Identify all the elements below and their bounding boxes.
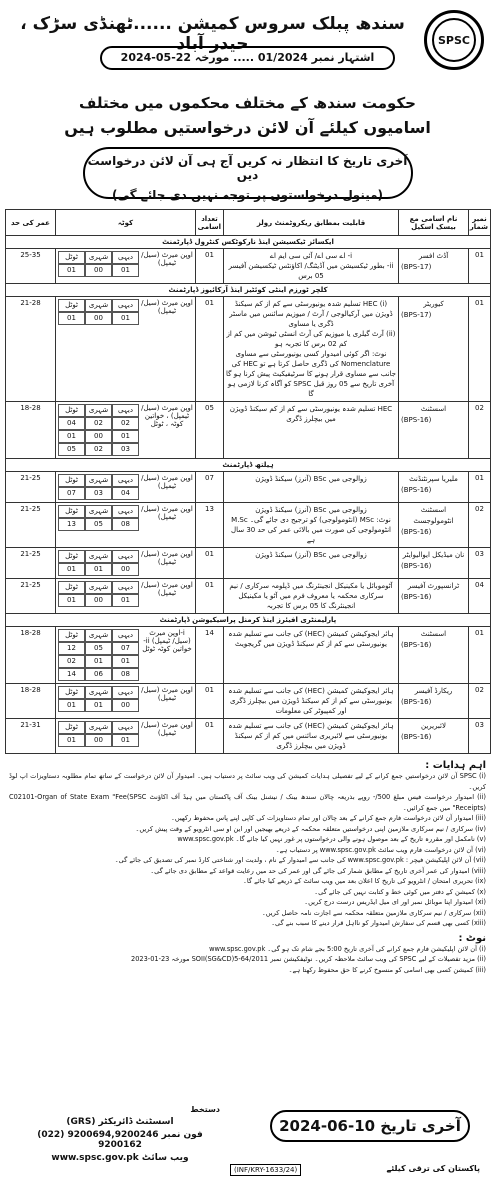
quota-value: 02 (85, 443, 112, 456)
sr-cell: 02 (469, 503, 491, 548)
quota-label: اوپن میرٹ (سیل/ ٹیمپل) (141, 686, 193, 702)
department-row (6, 459, 491, 472)
quota-header: ٹوٹل (58, 474, 85, 487)
instructions-section (5, 760, 490, 975)
table-row (6, 503, 491, 548)
deadline-banner (83, 147, 413, 202)
quota-header: شہری (85, 629, 112, 642)
quota-value: 13 (58, 518, 85, 531)
quota-header: شہری (85, 581, 112, 594)
instruction-item: (ii) امیدوار درخواست فیس مبلغ 500/- روپے بذریعہ چالان سندھ بینک / نیشنل بینک آف پاکستان میں ہیڈ آف اکاؤنٹ C02101-Organ of State Exam "Fee(SPSC Receipts)" میں جمع کرائیں۔ (9, 793, 486, 812)
post-name: نان میڈیکل ایوالیوایٹر (402, 551, 465, 559)
post-name: لائبریرین (420, 722, 446, 730)
instruction-item: (iii) امیدوار آن لائن درخواست فارم جمع کرانے کے بعد چالان اور تمام دستاویزات کی کاپی اپنے پاس محفوظ رکھیں۔ (171, 814, 486, 822)
qualification-cell: (i) HEC تسلیم شدہ یونیورسٹی سے کم از کم سیکنڈ ڈویژن میں آرکیالوجی / آرٹ / میوزیم سائنس میں ماسٹر ڈگری یا مساوی (ii) آرٹ گیلری یا میوزیم کی آرٹ انسٹی ٹیوشن میں کم از کم 02 برس کا تجربہ ہو نوٹ: اگر کوئی امیدوار کسی یونیورسٹی سے مساوی Nomenclature کی ڈگری حاصل کرتا ہے تو HEC کی جانب سے مساوی قرار ہونے کا سرٹیفیکیٹ پیش کرنا ہو گا آخری تاریخ سے 05 روز قبل SPSC کو آگاہ کرنا لازمی ہو گا (224, 297, 399, 402)
quota-cell (56, 472, 196, 503)
quota-label: اوپن میرٹ (سیل/ ٹیمپل) (141, 550, 193, 566)
quota-header: دیہی (112, 505, 139, 518)
quota-cell (56, 503, 196, 548)
quota-cell (56, 249, 196, 284)
post-bps: (BPS-16) (401, 641, 432, 649)
quota-header: دیہی (112, 721, 139, 734)
ad-header (5, 4, 490, 90)
post-bps: (BPS-16) (401, 733, 432, 741)
table-row (6, 684, 491, 719)
post-bps: (BPS-17) (401, 263, 432, 271)
qualification-cell: آٹوموبائل یا مکینیکل انجینئرنگ میں ڈپلومہ سرکاری / نیم سرکاری محکمہ یا معروف فرم میں آٹو یا مکینیکل انجینئرنگ کا 05 برس کا تجربہ (224, 579, 399, 614)
quota-header: شہری (85, 686, 112, 699)
quota-value: 01 (85, 655, 112, 668)
qualification-cell: زوالوجی میں BSc (آنرز) سیکنڈ ڈویژن (224, 548, 399, 579)
qualification-cell: ہائر ایجوکیشن کمیشن (HEC) کی جانب سے تسلیم شدہ یونیورسٹی سے کم از کم سیکنڈ ڈویژن میں گریجویٹ (224, 627, 399, 684)
post-bps: (BPS-16) (401, 486, 432, 494)
quota-header: شہری (85, 474, 112, 487)
quota-header: شہری (85, 505, 112, 518)
quota-value: 01 (58, 264, 85, 277)
signatory: اسسٹنٹ ڈائریکٹر (GRS) (66, 1117, 174, 1127)
quota-header: شہری (85, 721, 112, 734)
quota-value: 01 (58, 563, 85, 576)
quota-value: 01 (112, 734, 139, 747)
table-row (6, 548, 491, 579)
department-row (6, 284, 491, 297)
quota-value: 02 (58, 655, 85, 668)
post-name: اسسٹنٹ (420, 405, 447, 413)
quota-value: 00 (85, 594, 112, 607)
table-row (6, 579, 491, 614)
quota-grid (58, 251, 139, 277)
department-row (6, 614, 491, 627)
signature-label: دستخط (190, 1105, 220, 1114)
quota-value: 01 (112, 264, 139, 277)
quota-grid (58, 721, 139, 747)
post-cell (399, 684, 469, 719)
quota-value: 00 (112, 563, 139, 576)
quota-value: 01 (85, 563, 112, 576)
quota-value: 08 (112, 518, 139, 531)
quota-header: ٹوٹل (58, 251, 85, 264)
post-name: آڈٹ افسر (418, 252, 449, 260)
quota-value: 02 (112, 417, 139, 430)
quota-value: 01 (58, 699, 85, 712)
quota-value: 01 (85, 699, 112, 712)
quota-value: 00 (85, 430, 112, 443)
quota-grid (58, 550, 139, 576)
quota-label: اوپن میرٹ (سیل/ ٹیمپل) (141, 474, 193, 490)
quota-value: 00 (85, 264, 112, 277)
instruction-item: (ix) تحریری امتحان / انٹرویو کی تاریخ کا اعلان بعد میں ویب سائٹ کے ذریعے کیا جائے گا۔ (242, 877, 486, 885)
count-cell: 07 (196, 472, 224, 503)
age-cell: 21-25 (6, 503, 56, 548)
deadline-line-1: آخری تاریخ کا انتظار نہ کریں آج ہی آن لائن درخواست دیں (87, 154, 408, 182)
quota-header: دیہی (112, 629, 139, 642)
quota-value: 07 (112, 642, 139, 655)
age-cell: 25-35 (6, 249, 56, 284)
count-cell: 01 (196, 579, 224, 614)
org-title: سندھ پبلک سروس کمیشن ......ٹھنڈی سڑک ، حیدر آباد (20, 14, 405, 54)
quota-value: 01 (112, 655, 139, 668)
table-row (6, 249, 491, 284)
quota-header: شہری (85, 251, 112, 264)
post-name: ٹرانسپورٹ آفیسر (407, 582, 460, 590)
post-cell (399, 249, 469, 284)
instructions-title: اہم ہدایات : (425, 760, 486, 771)
inf-code: (INF/KRY-1633/24) (230, 1164, 301, 1176)
post-cell (399, 548, 469, 579)
age-cell: 21-25 (6, 579, 56, 614)
quota-header: دیہی (112, 474, 139, 487)
age-cell: 18-28 (6, 684, 56, 719)
phone-number: فون نمبر 9200694,9200246 (022) 9200162 (37, 1130, 203, 1150)
department-name: ایکسائز ٹیکسیشن اینڈ نارکوٹکس کنٹرول ڈپارٹمنٹ (6, 236, 491, 249)
quota-label: اوپن میرٹ (سیل/ ٹیمپل) ، خواتین کوٹہ ، ٹوٹل (141, 404, 193, 428)
age-cell: 21-28 (6, 297, 56, 402)
post-cell (399, 472, 469, 503)
sr-cell: 02 (469, 402, 491, 459)
table-row (6, 297, 491, 402)
qualification-cell: ہائر ایجوکیشن کمیشن (HEC) کی جانب سے تسلیم شدہ یونیورسٹی سے کم از کم سیکنڈ ڈویژن میں بیچلرز ڈگری اور کمپیوٹر کی معلومات (224, 684, 399, 719)
quota-value: 05 (85, 642, 112, 655)
quota-header: ٹوٹل (58, 505, 85, 518)
quota-value: 00 (112, 699, 139, 712)
quota-value: 07 (58, 487, 85, 500)
quota-header: شہری (85, 404, 112, 417)
sr-cell: 01 (469, 249, 491, 284)
quota-header: ٹوٹل (58, 550, 85, 563)
post-name: ملیریا سپرنٹنڈنٹ (409, 475, 458, 483)
spsc-logo (424, 10, 484, 70)
quota-value: 06 (85, 668, 112, 681)
note-item: (i) آن لائن اپلیکیشن فارم جمع کرانے کی آخری تاریخ 5:00 بجے شام تک ہو گی۔ www.spsc.gov.pk (209, 944, 486, 953)
quota-header: دیہی (112, 299, 139, 312)
quota-grid (58, 581, 139, 607)
quota-value: 01 (58, 430, 85, 443)
table-row (6, 472, 491, 503)
quota-header: دیہی (112, 581, 139, 594)
col-sr: نمبر شمار (469, 210, 491, 236)
quota-header: شہری (85, 550, 112, 563)
department-name: ہیلتھ ڈپارٹمنٹ (6, 459, 491, 472)
col-age: عمر کی حد (6, 210, 56, 236)
post-name: کیوریٹر (423, 300, 444, 308)
headline-2: اسامیوں کیلئے آن لائن درخواستیں مطلوب ہیں (64, 118, 431, 137)
sr-cell: 01 (469, 472, 491, 503)
quota-header: ٹوٹل (58, 581, 85, 594)
quota-value: 00 (85, 734, 112, 747)
notes-title: نوٹ : (458, 932, 486, 944)
quota-header: شہری (85, 299, 112, 312)
quota-cell (56, 402, 196, 459)
table-header-row (6, 210, 491, 236)
quota-label: اوپن میرٹ (سیل/ ٹیمپل) (141, 251, 193, 267)
ad-reference: اشتہار نمبر 01/2024 ..... مورخہ 22-05-2024 (100, 46, 395, 70)
count-cell: 01 (196, 249, 224, 284)
post-cell (399, 579, 469, 614)
quota-header: دیہی (112, 251, 139, 264)
quota-cell (56, 684, 196, 719)
quota-value: 01 (112, 312, 139, 325)
age-cell: 21-25 (6, 472, 56, 503)
age-cell: 21-31 (6, 719, 56, 754)
logo-text: SPSC (432, 18, 476, 62)
post-cell (399, 402, 469, 459)
note-item: (iii) کمیشن کسی بھی اسامی کو منسوخ کرنے کا حق محفوظ رکھتا ہے۔ (288, 965, 486, 974)
quota-header: ٹوٹل (58, 721, 85, 734)
count-cell: 14 (196, 627, 224, 684)
signature-block (20, 1102, 220, 1163)
quota-value: 12 (58, 642, 85, 655)
count-cell: 13 (196, 503, 224, 548)
quota-label: اوپن میرٹ (سیل/ ٹیمپل) (141, 299, 193, 315)
instruction-item: (vii) آن لائن اپلیکیشن فیچر : www.spsc.gov.pk کی جانب سے امیدوار کے نام ، ولدیت اور شناختی کارڈ نمبر کی تصدیق کی جائے گی۔ (114, 856, 486, 864)
helper-text: پاکستان کی ترقی کیلئے (386, 1164, 480, 1173)
quota-value: 01 (112, 430, 139, 443)
post-bps: (BPS-16) (401, 528, 432, 536)
notes-list (9, 944, 486, 976)
quota-cell (56, 627, 196, 684)
count-cell: 05 (196, 402, 224, 459)
quota-grid (58, 686, 139, 712)
age-cell: 18-28 (6, 627, 56, 684)
quota-value: 08 (112, 668, 139, 681)
quota-value: 05 (85, 518, 112, 531)
sr-cell: 04 (469, 579, 491, 614)
age-cell: 21-25 (6, 548, 56, 579)
sr-cell: 02 (469, 684, 491, 719)
post-name: اسسٹنٹ (420, 630, 447, 638)
post-bps: (BPS-16) (401, 593, 432, 601)
department-row (6, 236, 491, 249)
count-cell: 01 (196, 548, 224, 579)
quota-header: دیہی (112, 404, 139, 417)
jobs-table (5, 209, 491, 754)
col-count: تعداد اسامی (196, 210, 224, 236)
quota-label: اوپن میرٹ (سیل/ ٹیمپل) (141, 505, 193, 521)
count-cell: 01 (196, 684, 224, 719)
post-bps: (BPS-17) (401, 311, 432, 319)
post-name: اسسٹنٹ انٹومولوجسٹ (413, 506, 454, 525)
quota-value: 04 (58, 417, 85, 430)
quota-value: 01 (58, 312, 85, 325)
table-row (6, 719, 491, 754)
instruction-item: (v) نامکمل اور مقررہ تاریخ کے بعد موصول ہونے والی درخواستوں پر غور نہیں کیا جائے گا۔ www.spsc.gov.pk (177, 835, 486, 843)
quota-grid (58, 299, 139, 325)
notes-section (9, 933, 486, 976)
quota-value: 04 (112, 487, 139, 500)
col-post: نام اسامی مع بیسک اسکیل (399, 210, 469, 236)
quota-label: اوپن میرٹ (سیل/ ٹیمپل) (141, 581, 193, 597)
quota-cell (56, 579, 196, 614)
table-row (6, 402, 491, 459)
deadline-line-2: (مینول درخواستوں پر توجہ نہیں دی جائے گی) (111, 188, 384, 202)
website: ویب سائٹ www.spsc.gov.pk (51, 1153, 189, 1163)
quota-header: دیہی (112, 550, 139, 563)
quota-value: 01 (112, 594, 139, 607)
sr-cell: 03 (469, 719, 491, 754)
note-item: (ii) مزید تفصیلات کے لیے SPSC کی ویب سائٹ ملاحظہ کریں۔ نوٹیفکیشن نمبر SOII(SG&CD)5-64/2011 مورخہ 23-01-2023 (131, 955, 486, 963)
post-cell (399, 719, 469, 754)
department-name: کلچر ٹورزم اینٹی کوئٹیز اینڈ آرکائیوز ڈپارٹمنٹ (6, 284, 491, 297)
quota-cell (56, 297, 196, 402)
quota-value: 14 (58, 668, 85, 681)
instructions-list (9, 771, 486, 929)
quota-label: اوپن میرٹ (سیل/ ٹیمپل) (141, 721, 193, 737)
quota-value: 03 (85, 487, 112, 500)
quota-grid (58, 404, 139, 456)
qualification-cell: ہائر ایجوکیشن کمیشن (HEC) کی جانب سے تسلیم شدہ یونیورسٹی سے لائبریری سائنس میں کم از کم سیکنڈ ڈویژن میں بیچلرز ڈگری (224, 719, 399, 754)
quota-value: 03 (112, 443, 139, 456)
instruction-item: (i) SPSC آن لائن درخواستیں جمع کرانے کے لیے تفصیلی ہدایات کمیشن کی ویب سائٹ پر دستیاب ہیں۔ امیدوار آن لائن درخواست کے ساتھ تمام مطلوبہ دستاویزات اپ لوڈ کریں۔ (9, 772, 486, 791)
sr-cell: 03 (469, 548, 491, 579)
age-cell: 18-28 (6, 402, 56, 459)
count-cell: 01 (196, 297, 224, 402)
count-cell: 01 (196, 719, 224, 754)
quota-value: 01 (58, 594, 85, 607)
quota-grid (58, 474, 139, 500)
quota-label: i-اوپن میرٹ (سیل/ ٹیمپل) ii-خواتین کوٹہ ٹوٹل (142, 629, 192, 653)
post-bps: (BPS-16) (401, 416, 432, 424)
instruction-item: (vi) آن لائن درخواست فارم ویب سائٹ www.spsc.gov.pk پر دستیاب ہے۔ (275, 845, 486, 854)
sr-cell: 01 (469, 297, 491, 402)
post-cell (399, 503, 469, 548)
department-name: پارلیمنٹری افیئرز اینڈ کرمنل پراسیکیوشن ڈپارٹمنٹ (6, 614, 491, 627)
ad-footer (5, 1102, 490, 1184)
post-bps: (BPS-16) (401, 698, 432, 706)
quota-grid (58, 629, 139, 681)
instruction-item: (x) کمیشن کے دفتر میں کوئی خط و کتابت نہیں کی جائے گی۔ (314, 887, 486, 896)
quota-value: 02 (85, 417, 112, 430)
instruction-item: (xi) امیدوار اپنا موبائل نمبر اور ای میل ایڈریس درست درج کریں۔ (304, 898, 486, 906)
headline-1: حکومت سندھ کے مختلف محکموں میں مختلف (79, 94, 416, 112)
quota-header: ٹوٹل (58, 299, 85, 312)
jobs-body (6, 236, 491, 754)
qualification-cell: HEC تسلیم شدہ یونیورسٹی سے کم از کم سیکنڈ ڈویژن میں بیچلرز ڈگری (224, 402, 399, 459)
quota-header: ٹوٹل (58, 629, 85, 642)
quota-value: 05 (58, 443, 85, 456)
quota-header: ٹوٹل (58, 404, 85, 417)
quota-header: ٹوٹل (58, 686, 85, 699)
col-qualification: قابلیت بمطابق ریکروٹمنٹ رولز (224, 210, 399, 236)
quota-grid (58, 505, 139, 531)
qualification-cell: i- اے سی اے/ آئی سی ایم اے ii- بطور ٹیکسیشن میں آڈیٹنگ/ اکاؤنٹس ٹیکسیشن آفیسر 05 برس (224, 249, 399, 284)
qualification-cell: زوالوجی میں BSc (آنرز) سیکنڈ ڈویژن (224, 472, 399, 503)
table-row (6, 627, 491, 684)
post-cell (399, 627, 469, 684)
qualification-cell: زوالوجی میں BSc (آنرز) سیکنڈ ڈویژن نوٹ: MSc (انٹومولوجی) کو ترجیح دی جائے گی۔ M.Sc انٹومولوجی کی صورت میں بالائی عمر کی حد 30 سال ہے (224, 503, 399, 548)
quota-cell (56, 548, 196, 579)
quota-value: 01 (58, 734, 85, 747)
post-bps: (BPS-16) (401, 562, 432, 570)
instruction-item: (xiii) کسی بھی قسم کی سفارش امیدوار کو نااہل قرار دینے کا سبب بنے گی۔ (271, 919, 486, 927)
post-name: ریکارڈ آفیسر (414, 687, 453, 695)
post-cell (399, 297, 469, 402)
instruction-item: (viii) امیدوار کی عمر آخری تاریخ کے مطابق شمار کی جائے گی اور عمر کی حد میں رعایت قواعد کے مطابق دی جائے گی۔ (150, 866, 486, 875)
quota-cell (56, 719, 196, 754)
instruction-item: (iv) سرکاری / نیم سرکاری ملازمین اپنی درخواستیں متعلقہ محکمہ کے ذریعے بھیجیں اور این او سی انٹرویو کے وقت پیش کریں۔ (135, 824, 486, 833)
quota-header: دیہی (112, 686, 139, 699)
quota-value: 00 (85, 312, 112, 325)
sr-cell: 01 (469, 627, 491, 684)
last-date-box: آخری تاریخ 10-06-2024 (270, 1110, 470, 1142)
instruction-item: (xii) سرکاری / نیم سرکاری ملازمین متعلقہ محکمہ سے اجازت نامہ حاصل کریں۔ (261, 908, 486, 917)
col-quota: کوٹہ (56, 210, 196, 236)
